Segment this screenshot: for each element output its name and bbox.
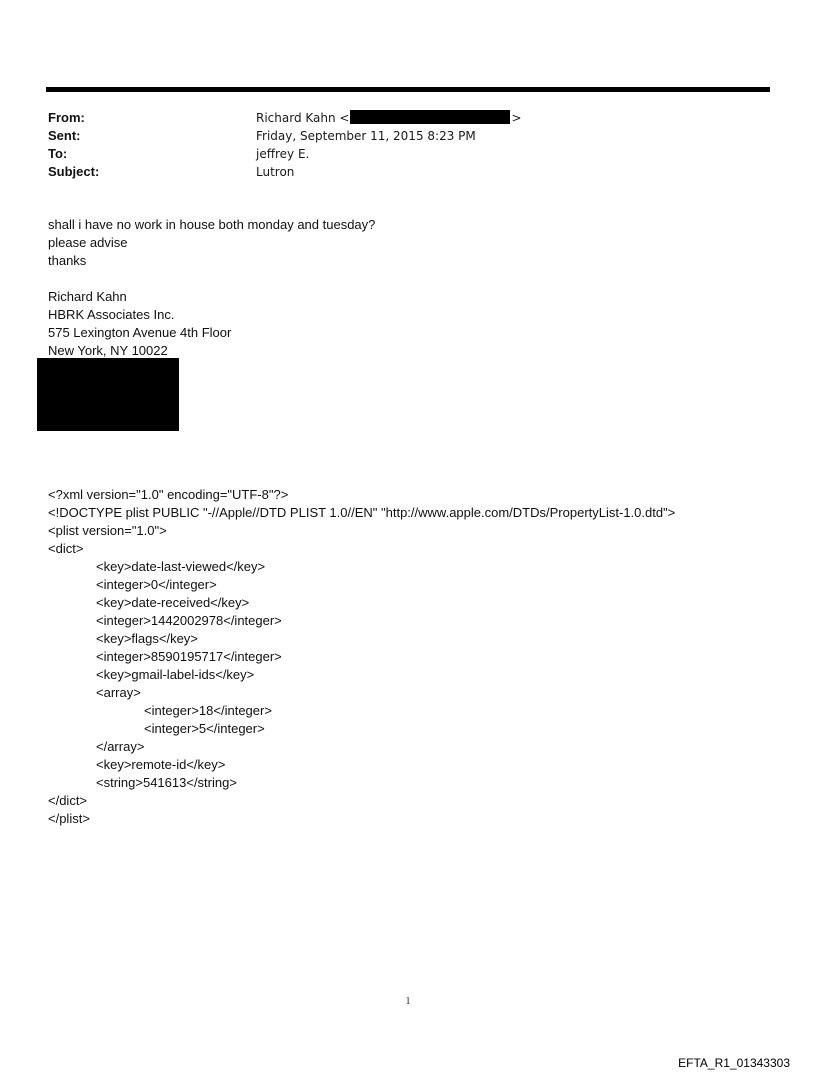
xml-line: <integer>1442002978</integer>	[96, 613, 282, 628]
sent-row	[48, 127, 748, 145]
to-row	[48, 145, 748, 163]
xml-line: <plist version="1.0">	[48, 523, 167, 538]
from-name: Richard Kahn <	[256, 111, 350, 125]
from-row	[48, 109, 748, 127]
xml-line: <key>flags</key>	[96, 631, 198, 646]
xml-line: <integer>8590195717</integer>	[96, 649, 282, 664]
xml-line: <?xml version="1.0" encoding="UTF-8"?>	[48, 487, 289, 502]
xml-line: <dict>	[48, 541, 84, 556]
xml-line: </dict>	[48, 793, 88, 808]
document-id: EFTA_R1_01343303	[678, 1056, 790, 1070]
signature-line: HBRK Associates Inc.	[48, 307, 175, 322]
signature-line: 575 Lexington Avenue 4th Floor	[48, 325, 232, 340]
xml-line: <integer>0</integer>	[96, 577, 217, 592]
body-line: shall i have no work in house both monday and tuesday?	[48, 217, 376, 232]
xml-line: <key>remote-id</key>	[96, 757, 226, 772]
xml-plist	[48, 486, 675, 828]
sent-label: Sent:	[48, 128, 81, 143]
message-body	[48, 216, 375, 270]
from-value	[256, 109, 522, 127]
subject-value: Lutron	[256, 165, 295, 179]
header-rule	[46, 87, 770, 92]
page-number: 1	[405, 996, 411, 1007]
signature-line: New York, NY 10022	[48, 343, 168, 358]
xml-line: <!DOCTYPE plist PUBLIC "-//Apple//DTD PLIST 1.0//EN" "http://www.apple.com/DTDs/PropertyList-1.0.dtd">	[48, 505, 676, 520]
to-label: To:	[48, 146, 68, 161]
xml-line: <key>date-last-viewed</key>	[96, 559, 266, 574]
xml-line: <string>541613</string>	[96, 775, 237, 790]
xml-line: </plist>	[48, 811, 90, 826]
body-line: thanks	[48, 253, 87, 268]
to-value: jeffrey E.	[256, 147, 310, 161]
from-label: From:	[48, 110, 85, 125]
xml-line: <key>gmail-label-ids</key>	[96, 667, 255, 682]
xml-line: <integer>18</integer>	[144, 703, 272, 718]
redacted-email	[350, 110, 510, 124]
subject-row	[48, 163, 748, 181]
sent-value: Friday, September 11, 2015 8:23 PM	[256, 129, 476, 143]
email-header	[48, 109, 748, 181]
xml-line: <array>	[96, 685, 141, 700]
from-close: >	[511, 111, 522, 125]
xml-line: <integer>5</integer>	[144, 721, 265, 736]
signature-line: Richard Kahn	[48, 289, 127, 304]
redaction-block	[37, 358, 179, 431]
signature	[48, 288, 231, 360]
xml-line: </array>	[96, 739, 145, 754]
body-line: please advise	[48, 235, 128, 250]
subject-label: Subject:	[48, 164, 100, 179]
xml-line: <key>date-received</key>	[96, 595, 250, 610]
